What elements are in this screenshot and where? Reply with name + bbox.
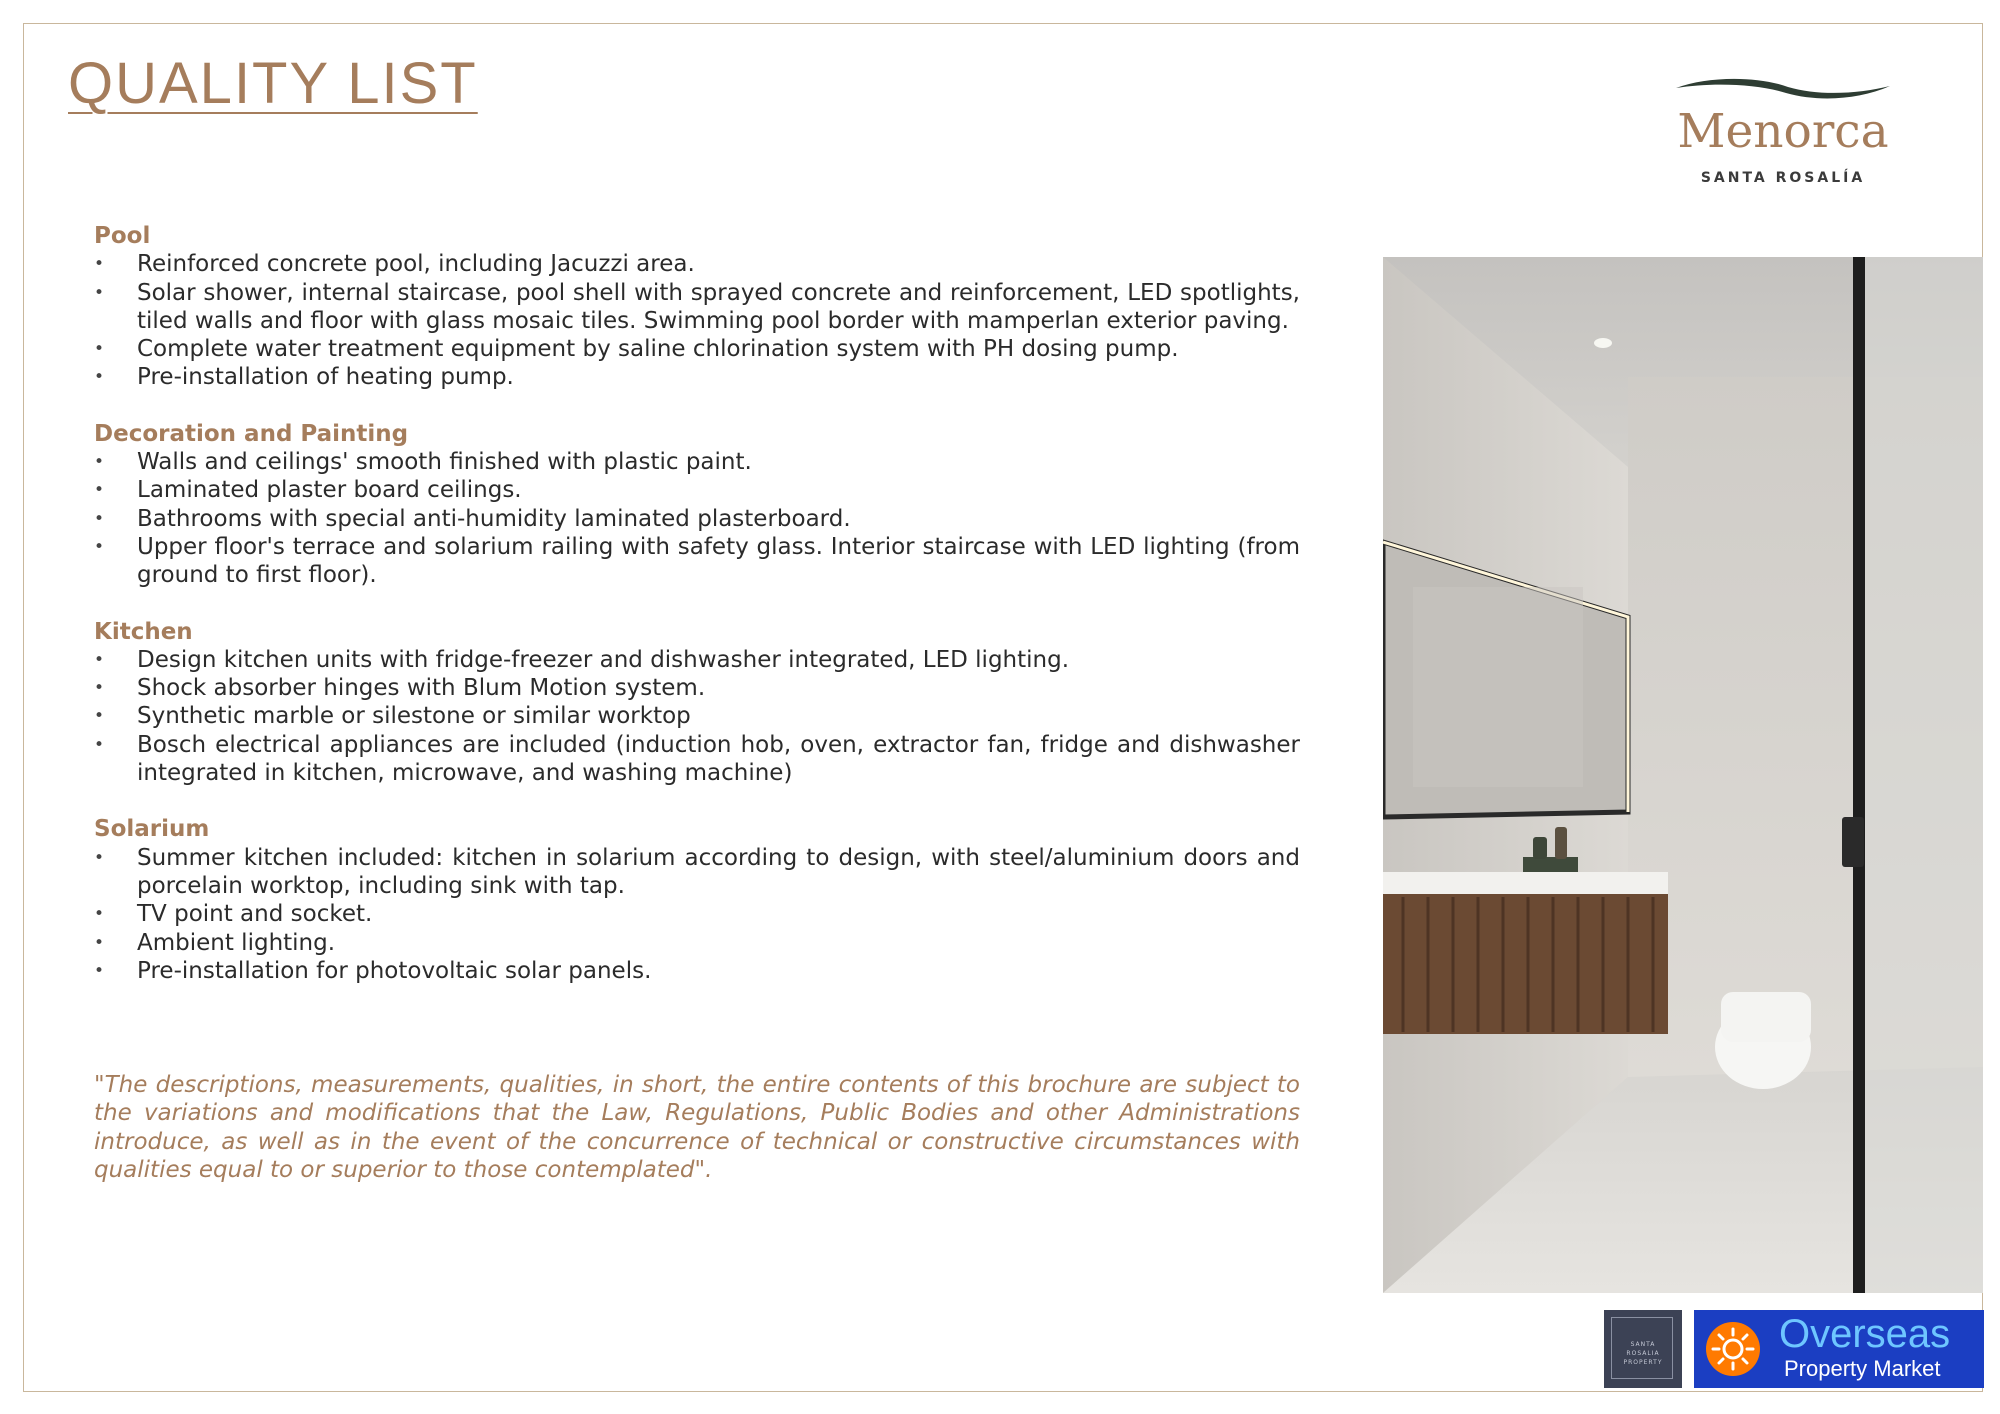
page-title: QUALITY LIST [68,51,478,116]
list-item: • Pre-installation of heating pump. [94,363,1300,391]
logo-name: Menorca [1677,104,1889,159]
bathroom-image [1383,257,1983,1293]
list-item: • Laminated plaster board ceilings. [94,476,1300,504]
section-heading: Kitchen [94,618,193,645]
wave-logo-icon [1668,74,1898,104]
menorca-logo [1668,74,1898,194]
list-item: • Complete water treatment equipment by saline chlorination system with PH dosing pump. [94,335,1300,363]
section-decoration [94,420,1300,590]
list-item: • Ambient lighting. [94,929,1300,957]
list-item: • Upper floor's terrace and solarium railing with safety glass. Interior staircase with LED lighting (from ground to first floor). [94,533,1300,590]
list-item: • Pre-installation for photovoltaic solar panels. [94,957,1300,985]
section-pool [94,222,1300,392]
list-item: • Bosch electrical appliances are included (induction hob, oven, extractor fan, fridge and dishwasher integrated in kitchen, microwave, and washing machine) [94,731,1300,788]
quality-list [94,222,1300,1013]
list-item: • Design kitchen units with fridge-freezer and dishwasher integrated, LED lighting. [94,646,1300,674]
list-item: • Summer kitchen included: kitchen in solarium according to design, with steel/aluminium doors and porcelain worktop, including sink with tap. [94,844,1300,901]
section-heading: Decoration and Painting [94,420,409,447]
property-market-text: Property Market [1784,1356,1941,1381]
logo-subtitle: SANTA ROSALÍA [1700,170,1866,186]
list-item: • Bathrooms with special anti-humidity laminated plasterboard. [94,505,1300,533]
list-item: • TV point and socket. [94,900,1300,928]
list-item: • Solar shower, internal staircase, pool shell with sprayed concrete and reinforcement, LED spotlights, tiled walls and floor with glass mosaic tiles. Swimming pool border with mamperlan exterior paving. [94,279,1300,336]
section-heading: Solarium [94,816,210,843]
overseas-word: Overseas [1779,1312,1951,1356]
overseas-property-market-badge [1694,1310,1984,1388]
list-item: • Walls and ceilings' smooth finished with plastic paint. [94,448,1300,476]
disclaimer: "The descriptions, measurements, qualities, in short, the entire contents of this brochure are subject to the variations and modifications that the Law, Regulations, Public Bodies and other Administrations introduce, as well as in the event of the concurrence of technical or constructive circumstances with qualities equal to or superior to those contemplated". [94,1072,1300,1183]
list-item: • Reinforced concrete pool, including Jacuzzi area. [94,250,1300,278]
list-item: • Synthetic marble or silestone or similar worktop [94,702,1300,730]
section-solarium [94,815,1300,985]
list-item: • Shock absorber hinges with Blum Motion system. [94,674,1300,702]
bathroom-photo [1383,257,1983,1293]
sun-icon [1705,1321,1761,1377]
section-kitchen [94,618,1300,788]
santa-rosalia-badge-text: SANTA ROSALIA PROPERTY [1623,1341,1663,1366]
santa-rosalia-badge [1604,1310,1682,1388]
section-heading: Pool [94,223,151,249]
